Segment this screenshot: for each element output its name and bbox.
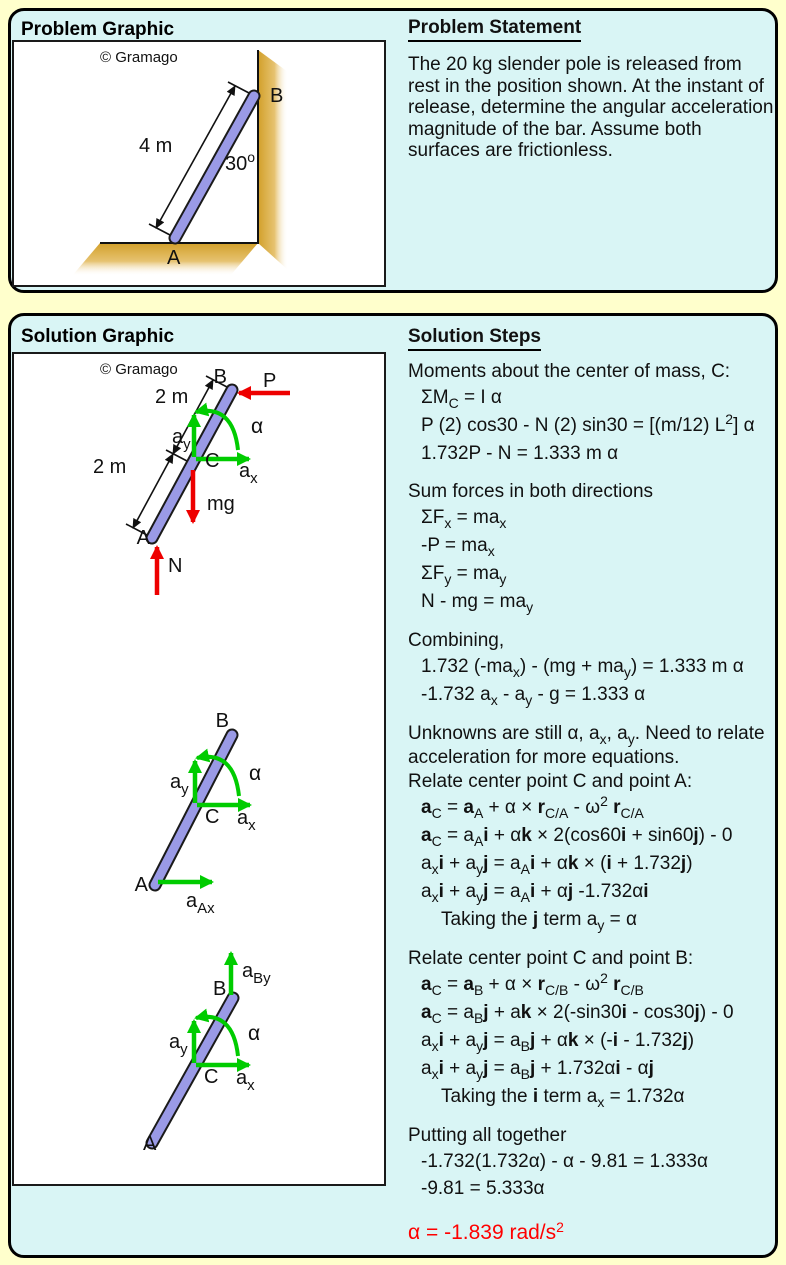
- solution-step-line: N - mg = $ma_y$: [421, 591, 534, 615]
- watermark: © Gramago: [100, 361, 178, 378]
- alpha-label: α: [248, 1022, 261, 1045]
- fbd-accel-A: [135, 710, 261, 917]
- solution-steps-column: [408, 326, 776, 1248]
- point-b-label: B: [270, 85, 284, 107]
- solution-step-line: -9.81 = 5.333α: [421, 1178, 545, 1199]
- accel-x-label: $a_x$: [239, 460, 258, 487]
- point-c-label: C: [204, 1066, 219, 1088]
- point-a-label: A: [143, 1133, 157, 1155]
- solution-step-line: Unknowns are still α, $a_x$, $a_y$. Need to relate acceleration for more equations.: [408, 723, 765, 768]
- solution-panel: [8, 313, 778, 1258]
- solution-step-line: Sum forces in both directions: [408, 481, 654, 502]
- solution-step-line: $a_xi + a_yj = a_Ai + \alpha j$ -1.732αi: [421, 881, 649, 905]
- solution-graphic-box: [12, 352, 386, 1186]
- solution-step-line: Relate center point C and point B:: [408, 948, 694, 969]
- solution-graphic-title: Solution Graphic: [21, 326, 175, 347]
- problem-diagram: [14, 42, 384, 285]
- solution-step-line: Moments about the center of mass, C:: [408, 361, 731, 382]
- solution-diagrams: [14, 354, 384, 1184]
- angle-label: 30$^o$: [225, 149, 256, 175]
- solution-steps-title: Solution Steps: [408, 326, 541, 351]
- problem-panel: [8, 8, 778, 293]
- fbd-accel-B: [143, 953, 271, 1155]
- wall-surface: [258, 50, 288, 270]
- weight-mg-label: mg: [207, 493, 235, 515]
- problem-graphic-title: Problem Graphic: [21, 19, 175, 40]
- accel-y-label: $a_y$: [172, 426, 191, 453]
- solution-step-line: 1.732 $(-ma_x) - (mg + ma_y) = 1.333$ m α: [421, 656, 744, 680]
- solution-step-line: -1.732(1.732α) - α - 9.81 = 1.333α: [421, 1151, 708, 1172]
- solution-step-line: -1.732 $a_x - a_y - g = 1.333$ α: [421, 684, 646, 708]
- fbd-forces: [93, 366, 290, 595]
- solution-step-line: Putting all together: [408, 1125, 567, 1146]
- solution-step-line: P (2) cos30 - N (2) sin30 = [(m/12) $L^2$] α: [421, 411, 755, 436]
- solution-step-line: Taking the j term $a_y = \alpha$: [441, 909, 637, 933]
- solution-step-line: 1.732P - N = 1.333 m α: [421, 443, 619, 464]
- dim-upper-label: 2 m: [155, 386, 189, 408]
- accel-x-label: $a_x$: [236, 1067, 255, 1094]
- accel-y-label: $a_y$: [169, 1031, 188, 1058]
- floor-surface: [72, 243, 259, 276]
- point-a-label: A: [134, 874, 148, 896]
- solution-step-line: Taking the i term $a_x = 1.732\alpha$: [441, 1086, 685, 1110]
- solution-steps-list: [408, 360, 780, 1248]
- solution-step-line: $a_xi + a_yj = a_Bj + 1.732\alpha i - \alpha j$: [421, 1058, 654, 1082]
- watermark: © Gramago: [100, 49, 178, 66]
- solution-step-line: $a_C = a_A + \alpha \times r_{C/A} - \omega^2$ $r_{C/A}$: [421, 793, 644, 821]
- alpha-label: α: [251, 415, 264, 438]
- accel-Ax-label: $a_{Ax}$: [186, 890, 215, 917]
- solution-step-line: $a_xi + a_yj = a_Ai + \alpha k \times (i + 1.732j)$: [421, 853, 693, 877]
- solution-step-line: $a_C = a_B + \alpha \times r_{C/B} - \omega^2$ $r_{C/B}$: [421, 970, 644, 998]
- dim-lower-label: 2 m: [93, 456, 127, 478]
- accel-By-label: $a_{By}$: [242, 960, 271, 987]
- problem-statement-title: Problem Statement: [408, 17, 581, 42]
- problem-statement-column: [408, 17, 776, 162]
- solution-step-line: $\Sigma M_C = I$ α: [421, 387, 502, 411]
- problem-statement-text: The 20 kg slender pole is released from rest in the position shown. At the instant of release, determine the angular acceleration magnitude of the bar. Assume both surfaces are frictionless.: [408, 54, 774, 161]
- point-b-label: B: [213, 978, 227, 1000]
- problem-graphic-box: [12, 40, 386, 287]
- point-c-label: C: [205, 806, 220, 828]
- solution-step-line: $a_C = a_Bj$ + ak × 2(-sin30i - cos30j) - 0: [421, 1002, 734, 1026]
- solution-step-line: $\Sigma F_y = ma_y$: [421, 563, 507, 587]
- point-a-label: A: [136, 527, 150, 549]
- solution-step-line: $a_xi + a_yj = a_Bj + \alpha k \times (-i - 1.732j)$: [421, 1030, 695, 1054]
- normal-N-label: N: [168, 555, 183, 577]
- solution-step-line: α = -1.839 rad/$s^2$: [408, 1219, 564, 1244]
- point-a-label: A: [167, 247, 181, 269]
- solution-step-line: $-P = ma_x$: [421, 535, 495, 559]
- point-b-label: B: [213, 366, 227, 388]
- alpha-label: α: [249, 762, 262, 785]
- accel-x-label: $a_x$: [237, 807, 256, 834]
- point-b-label: B: [215, 710, 229, 732]
- point-c-label: C: [205, 450, 220, 472]
- solution-step-line: Combining,: [408, 630, 505, 651]
- solution-step-line: Relate center point C and point A:: [408, 771, 693, 792]
- accel-y-label: $a_y$: [170, 771, 189, 798]
- force-P-label: P: [263, 370, 277, 392]
- length-label: 4 m: [139, 135, 173, 157]
- solution-step-line: $a_C = a_Ai + \alpha k \times 2(\cos 60i + \sin 60j) - 0$: [421, 825, 733, 849]
- solution-step-line: $\Sigma F_x = ma_x$: [421, 507, 507, 531]
